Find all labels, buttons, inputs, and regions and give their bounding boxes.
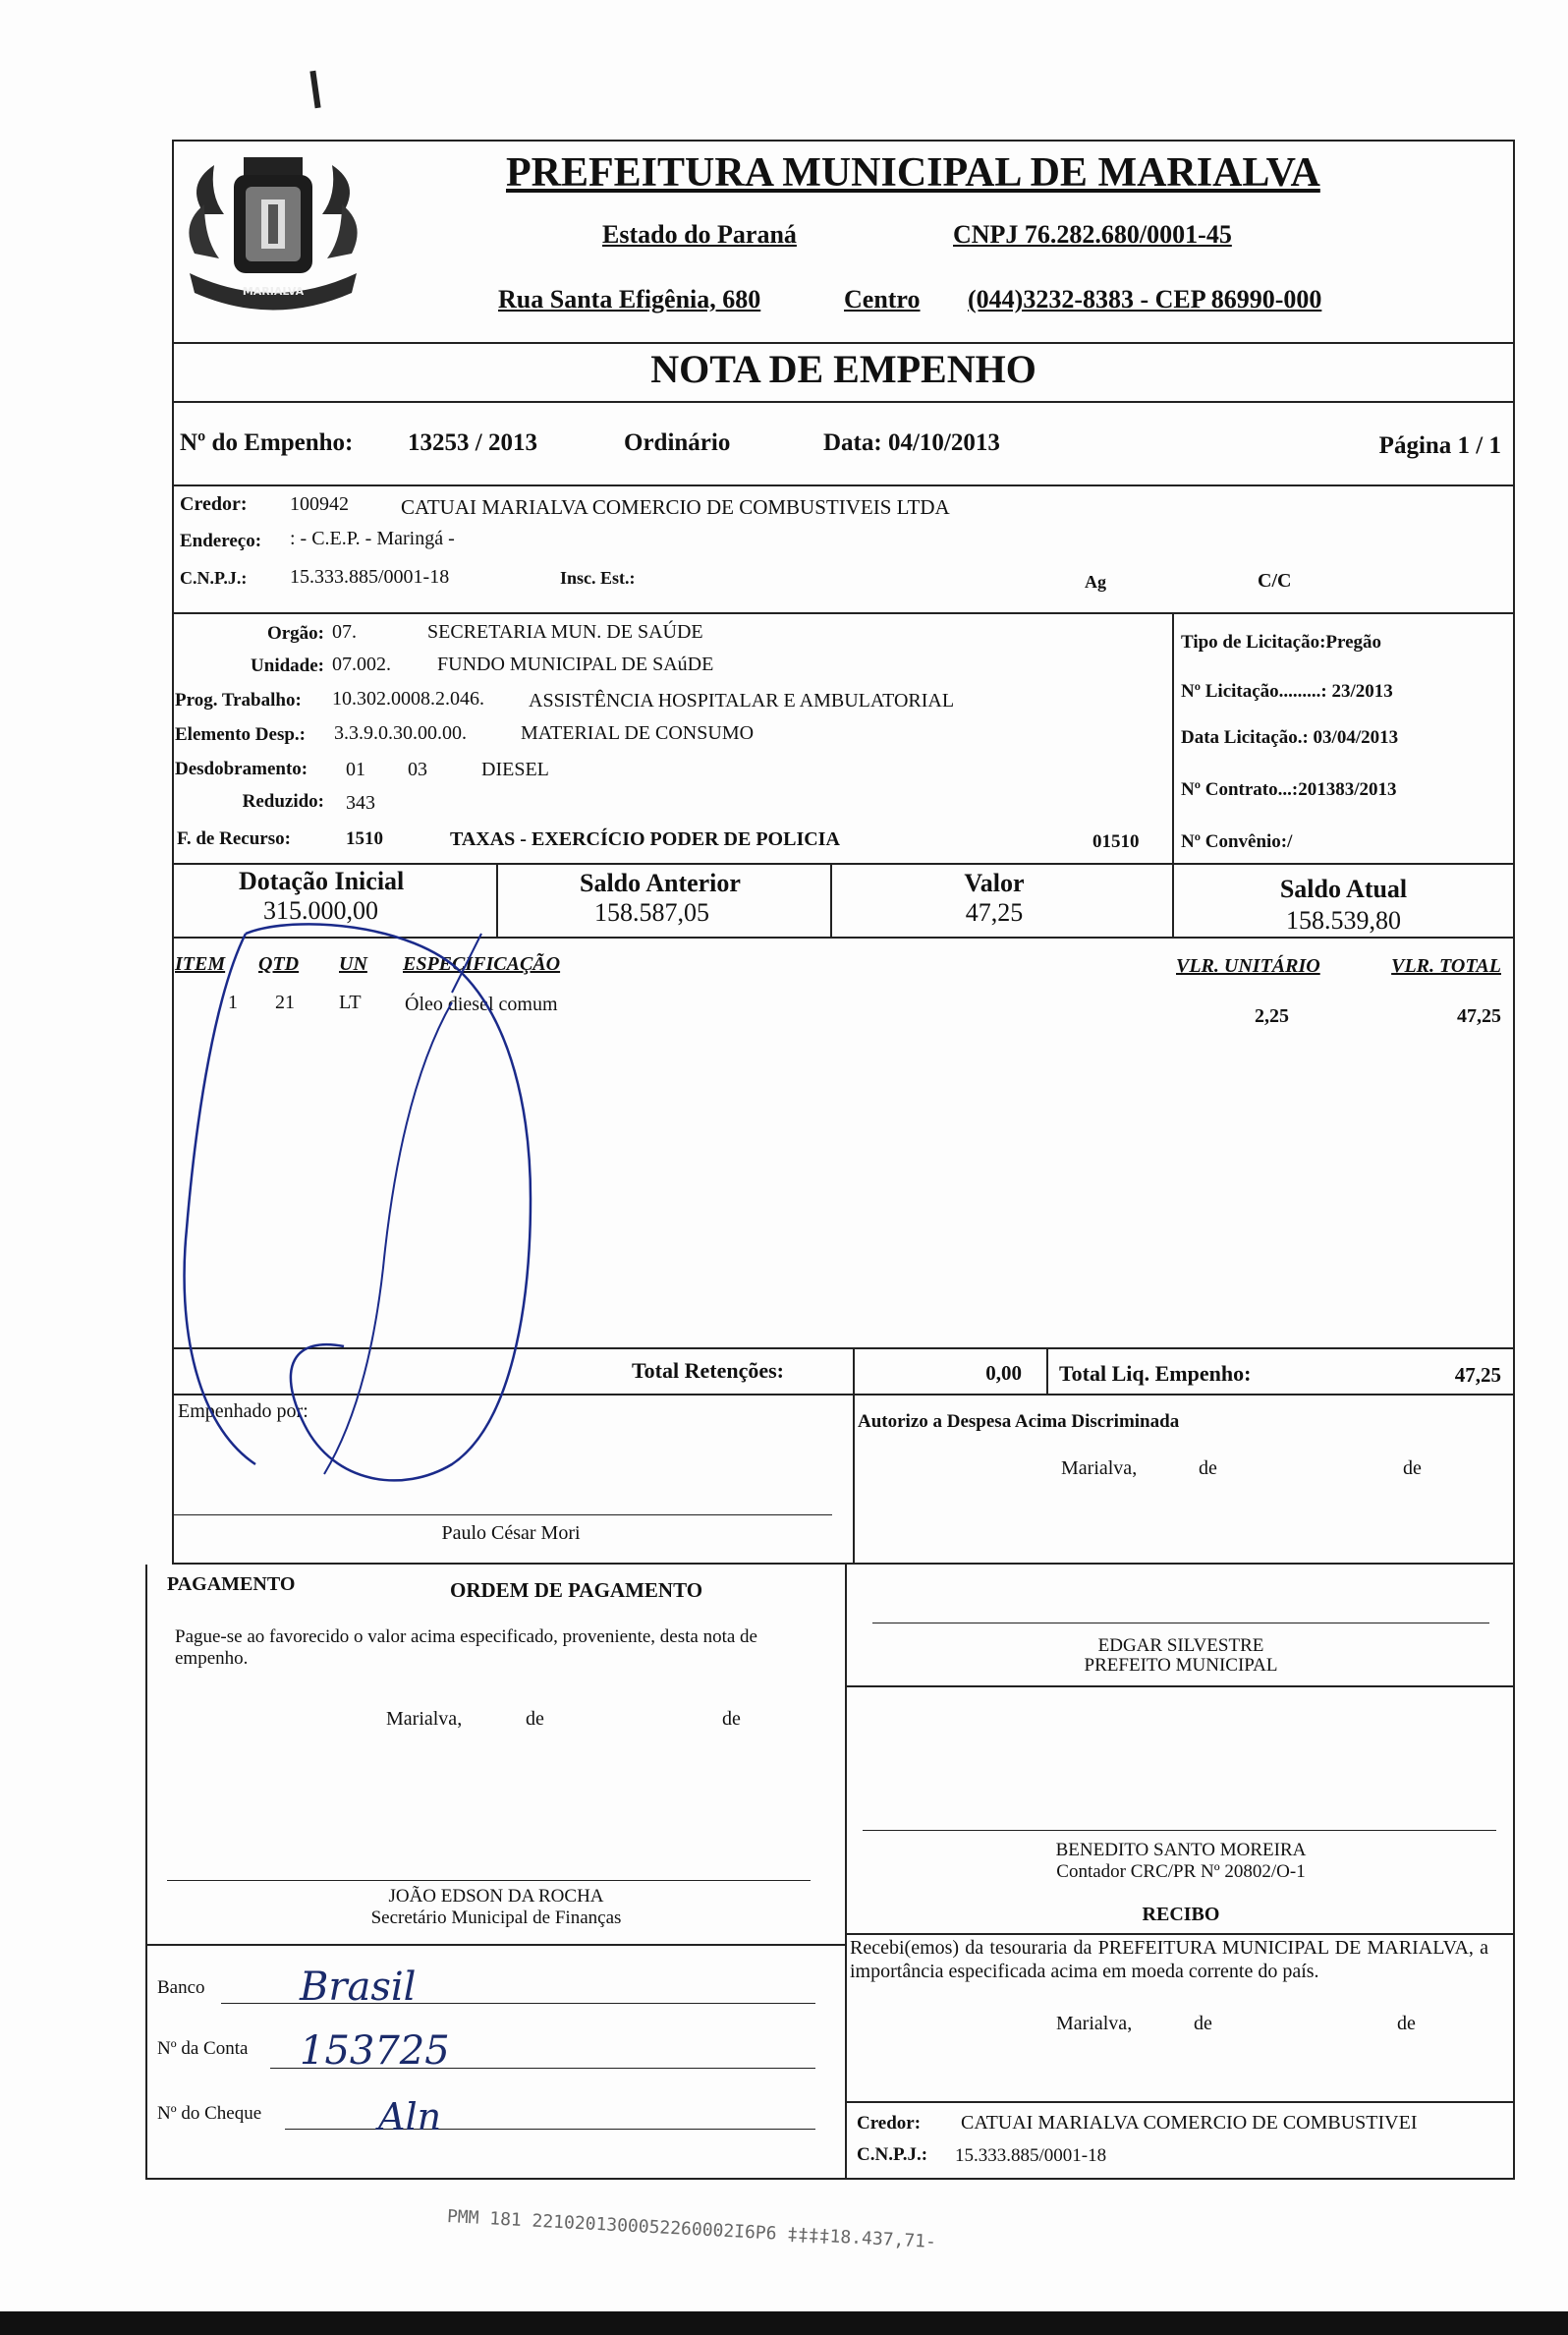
retencoes-label: Total Retenções: [632, 1358, 784, 1383]
svg-text:153725: 153725 [300, 2028, 450, 2074]
recibo-de-1: de [1194, 2013, 1212, 2034]
valor-label: Valor [964, 869, 1025, 897]
cheque-handwriting [373, 2088, 570, 2142]
secretario-nome: JOÃO EDSON DA ROCHA [388, 1886, 604, 1907]
divider [853, 1395, 855, 1565]
empenhado-label: Empenhado por: [178, 1400, 308, 1422]
svg-text:Aln: Aln [378, 2095, 442, 2138]
divider [847, 1685, 1515, 1687]
item-vlr-unitario: 2,25 [1255, 1005, 1289, 1027]
fonte-number: 01510 [1092, 831, 1140, 852]
recibo-text: Recebi(emos) da tesouraria da PREFEITURA MUNICIPAL DE MARIALVA, a importância especificada acima em moeda corrente do país. [850, 1937, 1488, 1982]
scan-mark [309, 71, 320, 108]
contador-cargo: Contador CRC/PR Nº 20802/O-1 [1056, 1861, 1306, 1882]
empenho-number: 13253 / 2013 [408, 429, 537, 456]
ag-label: Ag [1085, 572, 1106, 592]
secretario-cargo: Secretário Municipal de Finanças [370, 1908, 622, 1928]
numero-contrato: Nº Contrato...:201383/2013 [1181, 779, 1397, 800]
desdobramento-a: 01 [346, 759, 365, 780]
saldo-anterior-label: Saldo Anterior [580, 869, 741, 897]
col-header-vlr-unitario: VLR. UNITÁRIO [1176, 955, 1320, 977]
liquido-value: 47,25 [1454, 1363, 1501, 1387]
autorizo-text: Autorizo a Despesa Acima Discriminada [858, 1411, 1180, 1432]
orgao-label: Orgão: [266, 623, 324, 644]
empenho-type: Ordinário [624, 429, 731, 456]
item-vlr-total: 47,25 [1457, 1005, 1501, 1027]
recibo-de-2: de [1397, 2013, 1416, 2034]
divider [1046, 1349, 1048, 1395]
municipality-title: PREFEITURA MUNICIPAL DE MARIALVA [506, 150, 1320, 196]
item-number: 1 [228, 992, 238, 1013]
saldo-atual-label: Saldo Atual [1279, 875, 1408, 903]
signature-line [863, 1830, 1496, 1831]
tipo-licitacao: Tipo de Licitação:Pregão [1181, 632, 1382, 653]
saldo-atual-value: 158.539,80 [1286, 906, 1401, 935]
cheque-label: Nº do Cheque [157, 2103, 262, 2124]
divider [145, 1944, 847, 1946]
unidade-code: 07.002. [332, 654, 391, 675]
state-name: Estado do Paraná [602, 220, 797, 249]
elemento-code: 3.3.9.0.30.00.00. [334, 722, 467, 744]
empenho-label: Nº do Empenho: [180, 429, 354, 456]
empenho-page: Página 1 / 1 [1378, 432, 1501, 459]
empenho-date: Data: 04/10/2013 [823, 429, 1000, 456]
data-licitacao: Data Licitação.: 03/04/2013 [1181, 727, 1399, 748]
elemento-name: MATERIAL DE CONSUMO [521, 722, 755, 744]
insc-est-label: Insc. Est.: [560, 568, 636, 588]
ordem-pagamento: ORDEM DE PAGAMENTO [450, 1578, 703, 1602]
autorizo-de-2: de [1403, 1457, 1422, 1479]
recibo-city: Marialva, [1056, 2013, 1133, 2034]
col-header-un: UN [339, 953, 367, 975]
numero-licitacao: Nº Licitação.........: 23/2013 [1181, 681, 1393, 702]
prog-code: 10.302.0008.2.046. [332, 688, 484, 710]
pagamento-text: Pague-se ao favorecido o valor acima especificado, proveniente, desta nota de empenho. [175, 1626, 757, 1669]
divider [847, 2101, 1515, 2103]
item-un: LT [339, 992, 362, 1013]
prog-name: ASSISTÊNCIA HOSPITALAR E AMBULATORIAL [529, 690, 955, 712]
seal-ribbon-text: MARIALVA [242, 285, 305, 298]
endereco-label: Endereço: [180, 531, 262, 551]
banco-handwriting [295, 1956, 550, 2015]
credor-code: 100942 [290, 493, 349, 515]
prefeito-nome: EDGAR SILVESTRE [1097, 1635, 1264, 1656]
pagamento-de-2: de [722, 1708, 741, 1730]
signature-line [167, 1880, 811, 1881]
reduzido-code: 343 [346, 792, 375, 814]
unidade-label: Unidade: [251, 655, 324, 676]
reduzido-label: Reduzido: [242, 791, 324, 812]
recibo-cnpj-label: C.N.P.J.: [857, 2144, 928, 2165]
fonte-name: TAXAS - EXERCÍCIO PODER DE POLICIA [450, 828, 840, 850]
orgao-name: SECRETARIA MUN. DE SAÚDE [427, 621, 703, 643]
pagamento-de-1: de [526, 1708, 544, 1730]
credor-label: Credor: [180, 493, 248, 515]
pagamento-city: Marialva, [386, 1708, 463, 1730]
banco-label: Banco [157, 1977, 205, 1998]
col-header-especificacao: ESPECIFICAÇÃO [403, 953, 561, 975]
svg-text:Brasil: Brasil [300, 1965, 417, 2010]
footer-stamp: PMM 181 2210201300052260002I6P6 ‡‡‡‡18.437,71- [446, 2206, 937, 2253]
autorizo-de-1: de [1199, 1457, 1217, 1479]
col-header-item: ITEM [175, 953, 226, 975]
header-cnpj: CNPJ 76.282.680/0001-45 [953, 220, 1232, 249]
credor-cnpj: 15.333.885/0001-18 [290, 566, 450, 588]
col-header-qtd: QTD [258, 953, 300, 975]
desdobramento-label: Desdobramento: [175, 759, 308, 779]
endereco-value: : - C.E.P. - Maringá - [290, 528, 455, 549]
empenhado-nome: Paulo César Mori [441, 1522, 581, 1544]
prefeito-cargo: PREFEITO MUNICIPAL [1084, 1655, 1278, 1676]
municipal-seal [175, 145, 371, 313]
dotacao-value: 315.000,00 [263, 896, 378, 925]
divider [1172, 614, 1174, 865]
unidade-name: FUNDO MUNICIPAL DE SAúDE [437, 654, 714, 675]
liquido-label: Total Liq. Empenho: [1059, 1361, 1252, 1386]
fonte-code: 1510 [346, 828, 383, 849]
desdobramento-b: 03 [408, 759, 427, 780]
scan-edge [0, 2311, 1568, 2335]
header-phone-cep: (044)3232-8383 - CEP 86990-000 [968, 285, 1322, 313]
item-qtd: 21 [275, 992, 295, 1013]
desdobramento-name: DIESEL [481, 759, 549, 780]
divider [853, 1349, 855, 1395]
header-district: Centro [844, 285, 921, 313]
elemento-label: Elemento Desp.: [175, 724, 306, 745]
item-especificacao: Óleo diesel comum [405, 994, 558, 1015]
cc-label: C/C [1258, 570, 1292, 592]
valor-value: 47,25 [965, 898, 1024, 927]
orgao-code: 07. [332, 621, 357, 643]
pagamento-label: PAGAMENTO [167, 1573, 296, 1595]
recibo-credor: CATUAI MARIALVA COMERCIO DE COMBUSTIVEI [961, 2112, 1418, 2134]
cnpj-label: C.N.P.J.: [180, 568, 248, 588]
recibo-credor-label: Credor: [857, 2113, 922, 2134]
numero-convenio: Nº Convênio:/ [1181, 831, 1293, 852]
credor-name: CATUAI MARIALVA COMERCIO DE COMBUSTIVEIS LTDA [401, 495, 950, 519]
recibo-title: RECIBO [1142, 1904, 1220, 1925]
conta-handwriting [295, 2020, 609, 2079]
handwritten-signature [157, 914, 668, 1523]
fonte-label: F. de Recurso: [177, 828, 291, 849]
col-header-vlr-total: VLR. TOTAL [1391, 955, 1501, 977]
autorizo-city: Marialva, [1061, 1457, 1138, 1479]
retencoes-value: 0,00 [985, 1361, 1022, 1385]
saldo-anterior-value: 158.587,05 [594, 898, 709, 927]
document-title: NOTA DE EMPENHO [650, 347, 1036, 391]
conta-label: Nº da Conta [157, 2038, 249, 2059]
prog-label: Prog. Trabalho: [175, 690, 302, 711]
dotacao-label: Dotação Inicial [239, 867, 405, 895]
header-address: Rua Santa Efigênia, 680 [498, 285, 761, 313]
recibo-cnpj: 15.333.885/0001-18 [955, 2145, 1107, 2166]
contador-nome: BENEDITO SANTO MOREIRA [1055, 1840, 1307, 1860]
divider [847, 1933, 1515, 1935]
